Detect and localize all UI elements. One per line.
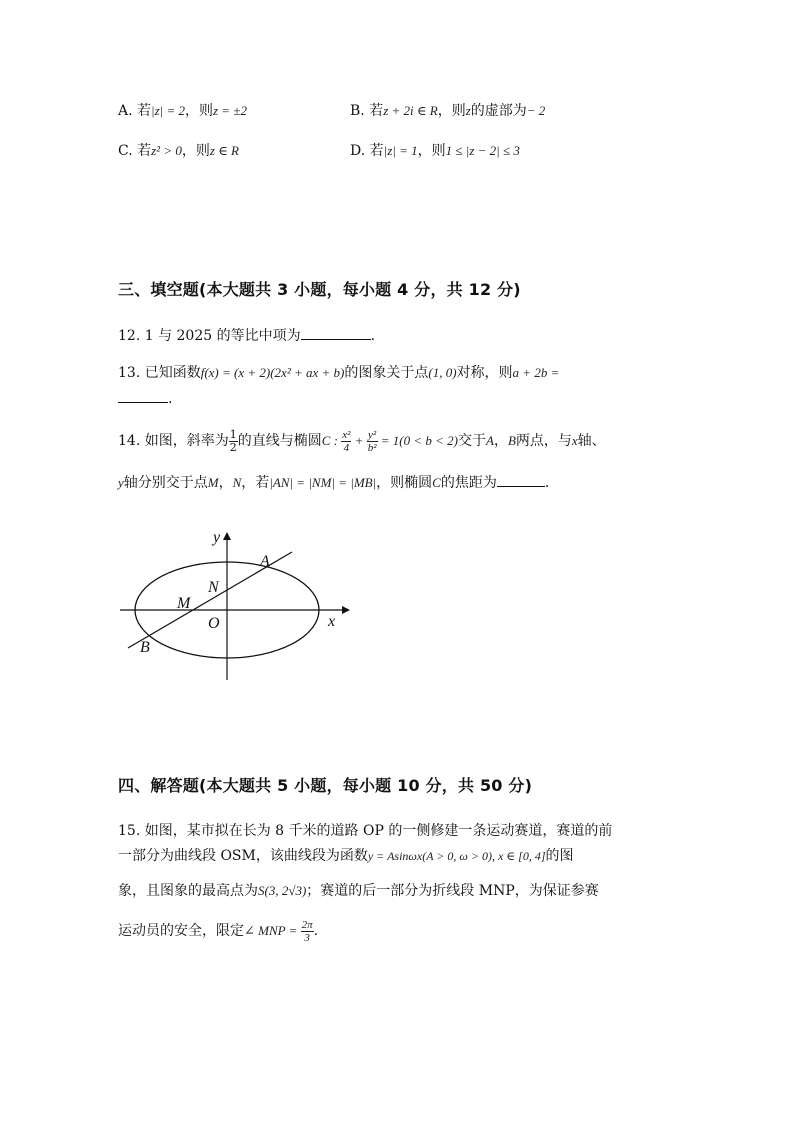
q15-line2b: 的图 [545, 848, 574, 864]
q15-line3b: ；赛道的后一部分为折线段 MNP，为保证参赛 [306, 883, 599, 899]
q14-comma2: ， [218, 475, 233, 491]
q15-angle: ∠ MNP = [244, 923, 301, 938]
q13-mid: 的图象关于点 [344, 365, 429, 381]
section3-heading: 三、填空题(本大题共 3 小题，每小题 4 分，共 12 分) [118, 280, 521, 299]
q14-point-b: B [507, 433, 516, 448]
q15-line3a: 象，且图象的最高点为 [118, 883, 258, 899]
question-15-line4 [118, 918, 318, 944]
q15-line2a: 一部分为曲线段 OSM，该曲线段为函数 [118, 848, 368, 864]
q15-angle-fraction [301, 919, 314, 944]
q14-x-num: x² [342, 428, 351, 441]
q14-plus: + [351, 433, 367, 448]
q12-answer-blank [301, 325, 371, 340]
option-a-label: A. 若 [118, 103, 152, 119]
q14-point-n: N [232, 475, 242, 490]
label-x: x [328, 613, 336, 630]
q13-mid2: 对称，则 [456, 365, 513, 381]
q14-ellipse-c: C [432, 475, 441, 490]
q14-answer-blank [497, 472, 545, 487]
q13-prefix: 13. 已知函数 [118, 365, 201, 381]
question-15-line3 [118, 880, 599, 900]
label-n: N [208, 579, 219, 596]
q14-mid4: 轴、 [577, 433, 606, 449]
option-d-label: D. 若 [350, 143, 384, 159]
option-d-then: ，则 [417, 143, 446, 159]
option-b-condition: z + 2i ∈ R [383, 103, 438, 118]
question-15-line1: 15. 如图，某市拟在长为 8 千米的道路 OP 的一侧修建一条运动赛道，赛道的前 [118, 823, 613, 839]
option-b [350, 100, 545, 120]
label-a: A [260, 553, 270, 570]
q13-answer-blank [118, 388, 168, 403]
q15-max-point: S(3, 2√3) [258, 883, 307, 898]
option-a [118, 100, 247, 120]
question-14 [118, 428, 606, 454]
q14-line2a: 轴分别交于点 [123, 475, 208, 491]
y-axis-arrow [223, 532, 231, 540]
q14-point-a: A [485, 433, 494, 448]
q14-y-axis: y [118, 475, 124, 490]
option-c-condition: z² > 0 [151, 143, 182, 158]
q14-prefix: 14. 如图，斜率为 [118, 433, 229, 449]
q15-function: y = Asinωx(A > 0, ω > 0), x ∈ [0, 4] [367, 849, 546, 863]
q15-angle-num: 2π [301, 918, 313, 931]
question-15-line2 [118, 845, 574, 865]
option-c-result: z ∈ R [209, 143, 239, 158]
option-d-condition: |z| = 1 [383, 143, 418, 158]
q14-ellipse-tail: = 1(0 < b < 2) [377, 433, 458, 448]
q14-point-m: M [207, 475, 219, 490]
q14-line2b: ，若 [241, 475, 270, 491]
option-c-label: C. 若 [118, 143, 152, 159]
q14-y-fraction [367, 429, 378, 454]
q12-end: . [370, 328, 376, 344]
option-c-then: ，则 [181, 143, 210, 159]
q15-angle-den: 3 [304, 931, 310, 944]
option-b-var: z [465, 103, 471, 118]
label-b: B [140, 639, 150, 656]
q14-slope-den: 2 [229, 440, 237, 454]
option-a-condition: |z| = 2 [151, 103, 185, 118]
q13-expression: a + 2b = [512, 365, 560, 380]
q14-y-den: b² [367, 441, 377, 454]
question-14-line2 [118, 472, 549, 492]
label-m: M [177, 595, 191, 612]
q14-comma: ， [493, 433, 508, 449]
q14-mid2: 交于 [457, 433, 486, 449]
q14-figure [110, 520, 360, 690]
option-a-then: ，则 [185, 103, 213, 119]
question-13-line2 [118, 388, 172, 407]
q15-end: . [313, 923, 319, 939]
label-y: y [213, 529, 221, 546]
q13-point: (1, 0) [428, 365, 457, 380]
q14-x-axis: x [571, 433, 578, 448]
section4-heading: 四、解答题(本大题共 5 小题，每小题 10 分，共 50 分) [118, 776, 533, 795]
question-12 [118, 325, 375, 345]
q14-line2d: 的焦距为 [440, 475, 497, 491]
q13-end: . [168, 391, 173, 407]
q14-x-fraction [341, 429, 351, 454]
option-b-label: B. 若 [350, 103, 384, 119]
q14-ellipse-name: C : [321, 433, 342, 448]
option-c [118, 140, 239, 160]
q14-y-num: y² [368, 428, 377, 441]
q14-mid3: 两点，与 [515, 433, 572, 449]
q12-text: 12. 1 与 2025 的等比中项为 [118, 328, 301, 344]
q13-function: f(x) = (x + 2)(2x² + ax + b) [200, 365, 345, 380]
q14-condition: |AN| = |NM| = |MB| [269, 475, 377, 490]
option-b-result: − 2 [526, 103, 546, 118]
q15-line4a: 运动员的安全，限定 [118, 923, 244, 939]
q14-slope-fraction [229, 429, 238, 454]
option-d-result: 1 ≤ |z − 2| ≤ 3 [445, 143, 520, 158]
option-a-result: z = ±2 [213, 103, 247, 118]
label-o: O [208, 615, 220, 632]
question-13 [118, 362, 559, 382]
option-b-then: ，则 [437, 103, 466, 119]
q14-end: . [544, 475, 550, 491]
x-axis-arrow [342, 606, 350, 614]
q14-mid: 的直线与椭圆 [237, 433, 322, 449]
q14-x-den: 4 [343, 441, 350, 454]
option-d [350, 140, 520, 160]
option-b-text: 的虚部为 [470, 103, 527, 119]
q14-slope-num: 1 [229, 427, 237, 441]
q14-line2c: ，则椭圆 [376, 475, 433, 491]
